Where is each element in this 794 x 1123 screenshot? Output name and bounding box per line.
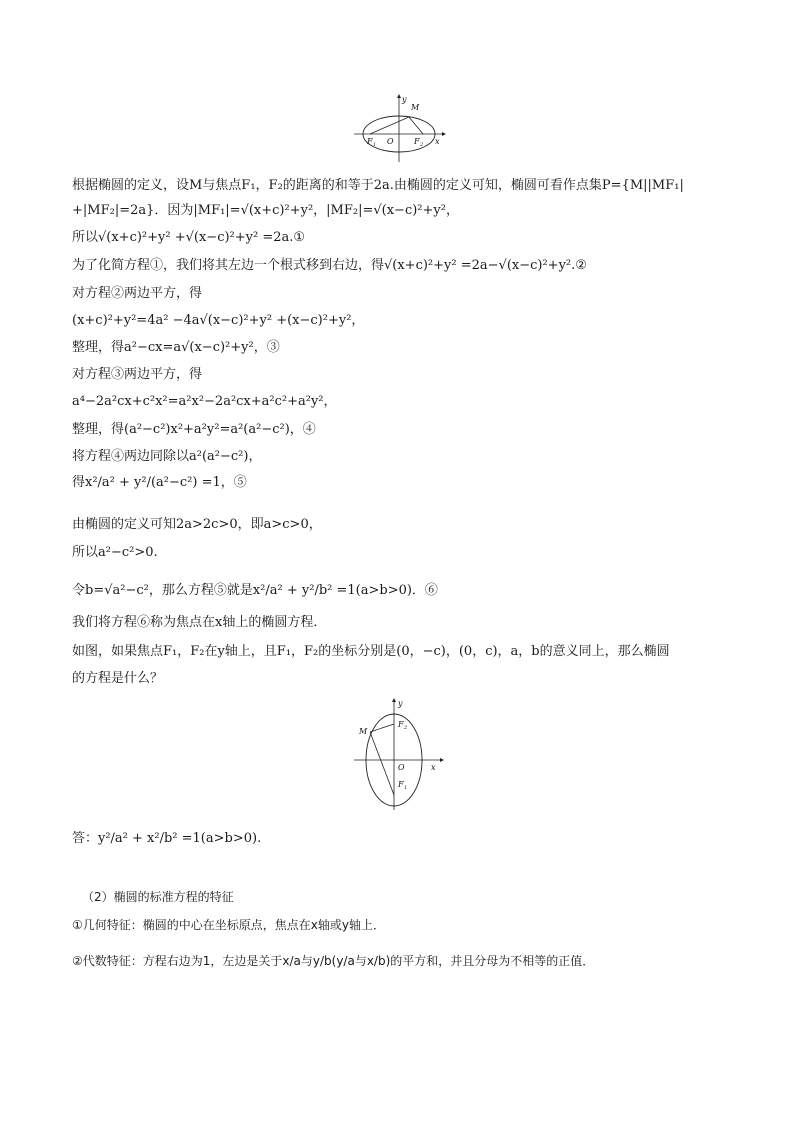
body-line-7: 整理，得a²−cx=a√(x−c)²+y²，③ [72,340,280,355]
body-line-17: 如图，如果焦点F₁，F₂在y轴上，且F₁，F₂的坐标分别是(0，−c)，(0，c)，a，b的意义同上，那么椭圆 [72,644,670,659]
body-line-15: 令b=√a²−c²，那么方程⑤就是x²/a² + y²/b² =1(a>b>0)．⑥ [72,583,438,598]
body-line-1: 根据椭圆的定义，设M与焦点F₁，F₂的距离的和等于2a.由椭圆的定义可知，椭圆可看作点集P={M||MF₁| [72,178,684,193]
body-line-3: 所以√(x+c)²+y² +√(x−c)²+y² =2a.① [72,230,306,245]
fig1-label-f2-sub: 2 [420,142,424,148]
section-title: （2）椭圆的标准方程的特征 [82,890,234,904]
body-line-8: 对方程③两边平方，得 [72,367,203,382]
fig1-label-x: x [435,137,440,146]
body-line-11: 将方程④两边同除以a²(a²−c²)， [72,449,262,464]
body-line-14: 所以a²−c²>0. [72,545,158,560]
answer-line: 答：y²/a² + x²/b² =1(a>b>0). [72,831,262,846]
body-line-13: 由椭圆的定义可知2a>2c>0，即a>c>0， [72,517,322,532]
fig1-label-y: y [402,95,407,104]
body-line-10: 整理，得(a²−c²)x²+a²y²=a²(a²−c²)，④ [72,422,316,437]
feature-algebraic: ②代数特征：方程右边为1，左边是关于x/a与y/b(y/a与x/b)的平方和，并且分母为不相等的正值． [72,954,595,968]
body-line-9: a⁴−2a²cx+c²x²=a²x²−2a²cx+a²c²+a²y²， [72,394,337,409]
fig2-label-f2-sub: 2 [404,725,408,731]
fig2-label-f1: F [398,780,404,789]
ellipse-figure-vertical [352,694,448,812]
body-line-12: 得x²/a² + y²/(a²−c²) =1，⑤ [72,475,247,490]
body-line-5: 对方程②两边平方，得 [72,286,203,301]
fig2-label-o: O [398,763,405,772]
fig2-label-m: M [359,727,368,736]
fig1-label-f1: F [367,137,373,146]
ellipse-figure-horizontal [352,92,448,164]
body-line-4: 为了化简方程①，我们将其左边一个根式移到右边，得√(x+c)²+y² =2a−√(x−c)²+y².② [72,258,587,273]
fig2-label-y: y [398,699,403,708]
body-line-2: +|MF₂|=2a}．因为|MF₁|=√(x+c)²+y²，|MF₂|=√(x−c)²+y²， [72,203,459,218]
fig1-label-m: M [411,103,420,112]
fig2-label-f1-sub: 1 [404,785,408,791]
fig2-label-x: x [431,763,436,772]
feature-geometric: ①几何特征：椭圆的中心在坐标原点，焦点在x轴或y轴上． [72,918,385,932]
fig1-label-f2: F [414,137,420,146]
fig1-label-o: O [387,137,394,146]
body-line-18: 的方程是什么？ [72,671,164,686]
body-line-6: (x+c)²+y²=4a² −4a√(x−c)²+y² +(x−c)²+y²， [72,313,365,328]
fig1-label-f1-sub: 1 [373,142,377,148]
body-line-16: 我们将方程⑥称为焦点在x轴上的椭圆方程． [72,615,327,630]
fig2-label-f2: F [398,720,404,729]
